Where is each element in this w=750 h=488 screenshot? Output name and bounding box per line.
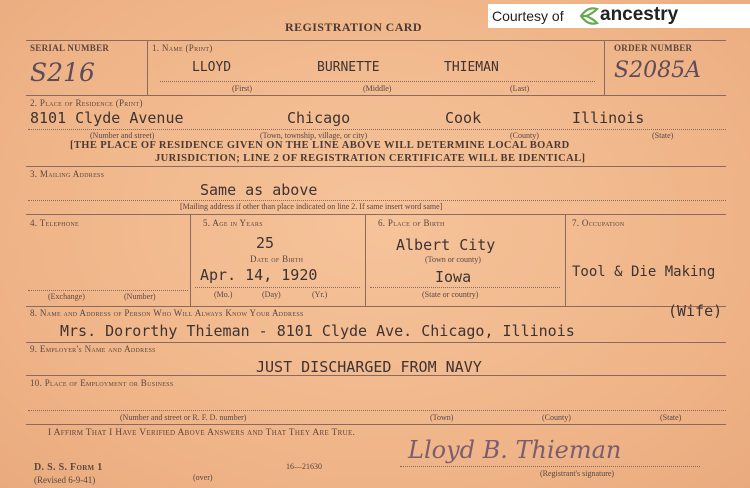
form-code: 16—21630	[286, 462, 322, 471]
affirmation-text: I Affirm That I Have Verified Above Answers and That They Are True.	[48, 428, 356, 438]
registrant-signature: Lloyd B. Thieman	[408, 436, 622, 464]
name-middle: BURNETTE	[317, 60, 380, 75]
watermark-brand: ancestry	[600, 4, 679, 25]
residence-street: 8101 Clyde Avenue	[30, 109, 184, 127]
residence-label: 2. Place of Residence (Print)	[30, 98, 143, 108]
contact-relation: (Wife)	[668, 302, 723, 320]
employment-label: 10. Place of Employment or Business	[30, 378, 174, 388]
residence-state: Illinois	[572, 109, 645, 127]
mailing-value: Same as above	[200, 181, 318, 199]
serial-value: S216	[30, 58, 95, 87]
employer-label: 9. Employer's Name and Address	[30, 344, 156, 354]
contact-label: 8. Name and Address of Person Who Will Always Know Your Address	[30, 308, 304, 318]
mailing-note: [Mailing address if other than place indicated on line 2. If same insert word same]	[180, 202, 443, 211]
dob-value: Apr. 14, 1920	[200, 266, 318, 284]
birthplace-state-label: (State or country)	[422, 290, 479, 299]
form-revised: (Revised 6-9-41)	[34, 475, 96, 485]
dob-month-label: (Mo.)	[214, 290, 233, 299]
dob-year-label: (Yr.)	[312, 290, 328, 299]
age-label: 5. Age in Years	[203, 218, 263, 228]
contact-value: Mrs. Dororthy Thieman - 8101 Clyde Ave. Chicago, Illinois	[60, 322, 575, 340]
residence-county: Cook	[445, 109, 482, 127]
order-value: S2085A	[614, 58, 701, 83]
birthplace-label: 6. Place of Birth	[378, 218, 445, 228]
signature-label: (Registrant's signature)	[540, 469, 615, 478]
residence-town: Chicago	[287, 109, 351, 127]
residence-notice-line2: JURISDICTION; LINE 2 OF REGISTRATION CERTIFICATE WILL BE IDENTICAL]	[155, 153, 586, 164]
residence-notice-line1: [THE PLACE OF RESIDENCE GIVEN ON THE LINE ABOVE WILL DETERMINE LOCAL BOARD	[70, 140, 570, 151]
ancestry-leaf-icon	[578, 6, 600, 26]
form-number: D. S. S. Form 1	[34, 462, 103, 473]
telephone-label: 4. Telephone	[30, 218, 79, 228]
ancestry-watermark	[488, 4, 750, 28]
residence-street-label: (Number and street)	[90, 131, 155, 140]
name-last: THIEMAN	[444, 60, 499, 75]
dob-day-label: (Day)	[262, 290, 281, 299]
occupation-label: 7. Occupation	[572, 218, 625, 228]
name-first-label: (First)	[232, 84, 252, 93]
form-over: (over)	[193, 473, 213, 482]
birthplace-town: Albert City	[396, 236, 496, 254]
telephone-number-label: (Number)	[124, 292, 156, 301]
employment-street-label: (Number and street or R. F. D. number)	[120, 413, 247, 422]
watermark-prefix: Courtesy of	[492, 8, 564, 24]
name-label: 1. Name (Print)	[152, 43, 213, 53]
dob-label: Date of Birth	[250, 254, 304, 264]
residence-state-label: (State)	[652, 131, 674, 140]
employment-county-label: (County)	[542, 413, 571, 422]
employment-state-label: (State)	[660, 413, 682, 422]
birthplace-state: Iowa	[435, 268, 472, 286]
card-title: REGISTRATION CARD	[285, 20, 422, 34]
employment-town-label: (Town)	[430, 413, 454, 422]
mailing-label: 3. Mailing Address	[30, 169, 105, 179]
order-label: ORDER NUMBER	[614, 43, 693, 53]
name-last-label: (Last)	[510, 84, 530, 93]
name-middle-label: (Middle)	[363, 84, 392, 93]
occupation-value: Tool & Die Making	[572, 264, 716, 280]
telephone-exchange-label: (Exchange)	[48, 292, 85, 301]
employer-value: JUST DISCHARGED FROM NAVY	[256, 358, 482, 376]
birthplace-town-label: (Town or county)	[425, 255, 481, 264]
residence-town-label: (Town, township, village, or city)	[260, 131, 368, 140]
residence-county-label: (County)	[510, 131, 539, 140]
serial-label: SERIAL NUMBER	[30, 43, 110, 53]
age-value: 25	[256, 234, 275, 252]
name-first: LLOYD	[192, 60, 232, 75]
